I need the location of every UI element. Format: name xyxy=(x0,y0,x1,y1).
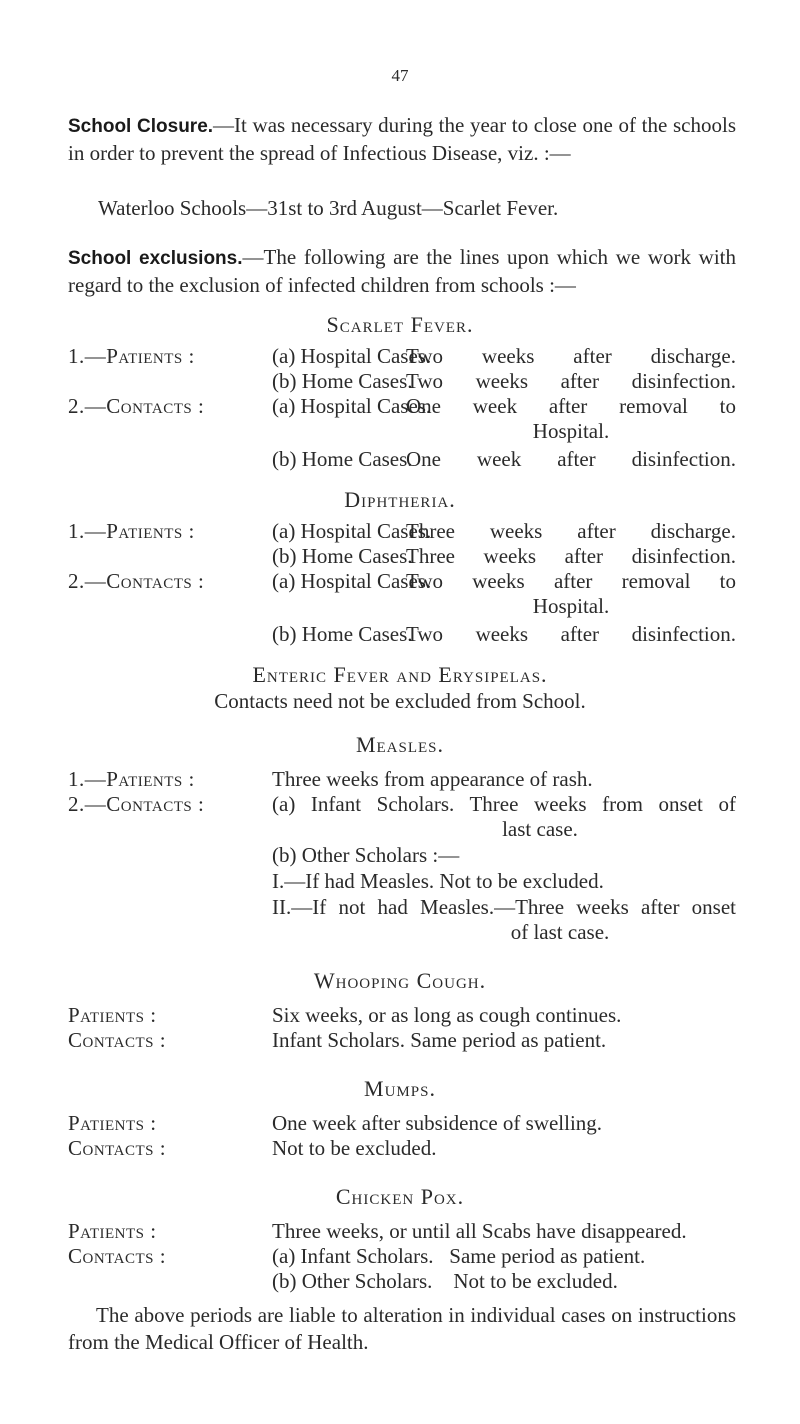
scarlet-patients-label: 1.—Patients : xyxy=(68,344,195,368)
diphtheria-row-1-case: (a) Hospital Cases. xyxy=(272,519,432,543)
chicken-pox-contacts-label: Contacts : xyxy=(68,1244,167,1268)
scarlet-row-4-case: (b) Home Cases. xyxy=(272,447,413,471)
whooping-cough-heading: Whooping Cough. xyxy=(313,968,487,993)
scarlet-row-3-period-cont: Hospital. xyxy=(532,419,610,443)
measles-contacts-b2-cont: of last case. xyxy=(510,920,610,944)
measles-contacts-b2: II.—If not had Measles.—Three weeks after onset xyxy=(272,895,736,919)
chicken-pox-contacts-a: (a) Infant Scholars. Same period as patient. xyxy=(272,1244,646,1268)
measles-contacts-a: (a) Infant Scholars. Three weeks from onset of xyxy=(272,792,736,816)
scarlet-contacts-label: 2.—Contacts : xyxy=(68,394,205,418)
diphtheria-row-2-period: Three weeks after disinfection. xyxy=(406,544,736,568)
mumps-patients-text: One week after subsidence of swelling. xyxy=(272,1111,603,1135)
school-exclusions-paragraph xyxy=(68,244,736,299)
diphtheria-row-3-case: (a) Hospital Cases. xyxy=(272,569,432,593)
measles-contacts-b1: I.—If had Measles. Not to be excluded. xyxy=(272,869,604,893)
school-exclusions-lead: School exclusions. xyxy=(68,248,243,269)
chicken-pox-patients-text: Three weeks, or until all Scabs have disappeared. xyxy=(272,1219,687,1243)
school-closure-item: Waterloo Schools—31st to 3rd August—Scarlet Fever. xyxy=(98,196,559,220)
whooping-patients-text: Six weeks, or as long as cough continues. xyxy=(272,1003,622,1027)
measles-patients-label: 1.—Patients : xyxy=(68,767,195,791)
scarlet-row-1-case: (a) Hospital Cases. xyxy=(272,344,432,368)
school-closure-lead: School Closure. xyxy=(68,116,214,137)
diphtheria-heading: Diphtheria. xyxy=(344,487,456,512)
enteric-heading: Enteric Fever and Erysipelas. xyxy=(252,662,548,687)
scarlet-row-1-period: Two weeks after discharge. xyxy=(406,344,736,368)
diphtheria-row-2-case: (b) Home Cases. xyxy=(272,544,413,568)
school-exclusions-text: —The following are the lines upon which we work with regard to the exclusion of infected children from schools :— xyxy=(68,245,736,297)
diphtheria-row-3-period-cont: Hospital. xyxy=(532,594,610,618)
scarlet-row-3-case: (a) Hospital Cases. xyxy=(272,394,432,418)
scarlet-row-3-period: One week after removal to xyxy=(406,394,736,418)
diphtheria-row-3-period: Two weeks after removal to xyxy=(406,569,736,593)
chicken-pox-patients-label: Patients : xyxy=(68,1219,157,1243)
diphtheria-row-4-period: Two weeks after disinfection. xyxy=(406,622,736,646)
diphtheria-patients-label: 1.—Patients : xyxy=(68,519,195,543)
mumps-heading: Mumps. xyxy=(364,1076,436,1101)
measles-contacts-label: 2.—Contacts : xyxy=(68,792,205,816)
whooping-contacts-text: Infant Scholars. Same period as patient. xyxy=(272,1028,607,1052)
diphtheria-row-1-period: Three weeks after discharge. xyxy=(406,519,736,543)
diphtheria-row-4-case: (b) Home Cases. xyxy=(272,622,413,646)
mumps-patients-label: Patients : xyxy=(68,1111,157,1135)
chicken-pox-heading: Chicken Pox. xyxy=(335,1184,465,1209)
page-number: 47 xyxy=(391,66,409,85)
mumps-contacts-label: Contacts : xyxy=(68,1136,167,1160)
school-closure-paragraph xyxy=(68,112,736,167)
measles-contacts-b: (b) Other Scholars :— xyxy=(272,843,460,867)
enteric-text-content: Contacts need not be excluded from School. xyxy=(214,689,586,713)
scarlet-fever-heading: Scarlet Fever. xyxy=(326,312,474,337)
measles-contacts-a-cont: last case. xyxy=(502,817,578,841)
enteric-text xyxy=(0,689,800,714)
scarlet-row-2-period: Two weeks after disinfection. xyxy=(406,369,736,393)
scarlet-row-2-case: (b) Home Cases. xyxy=(272,369,413,393)
scarlet-row-4-period: One week after disinfection. xyxy=(406,447,736,471)
whooping-patients-label: Patients : xyxy=(68,1003,157,1027)
whooping-contacts-label: Contacts : xyxy=(68,1028,167,1052)
measles-heading: Measles. xyxy=(355,732,445,757)
measles-patients-text: Three weeks from appearance of rash. xyxy=(272,767,593,791)
diphtheria-contacts-label: 2.—Contacts : xyxy=(68,569,205,593)
school-closure-text: —It was necessary during the year to close one of the schools in order to prevent the spread of Infectious Disease, viz. :— xyxy=(68,113,736,165)
footer-note: The above periods are liable to alteration in individual cases on instructions from the Medical Officer of Health. xyxy=(68,1303,736,1354)
mumps-contacts-text: Not to be excluded. xyxy=(272,1136,437,1160)
chicken-pox-contacts-b: (b) Other Scholars. Not to be excluded. xyxy=(272,1269,618,1293)
